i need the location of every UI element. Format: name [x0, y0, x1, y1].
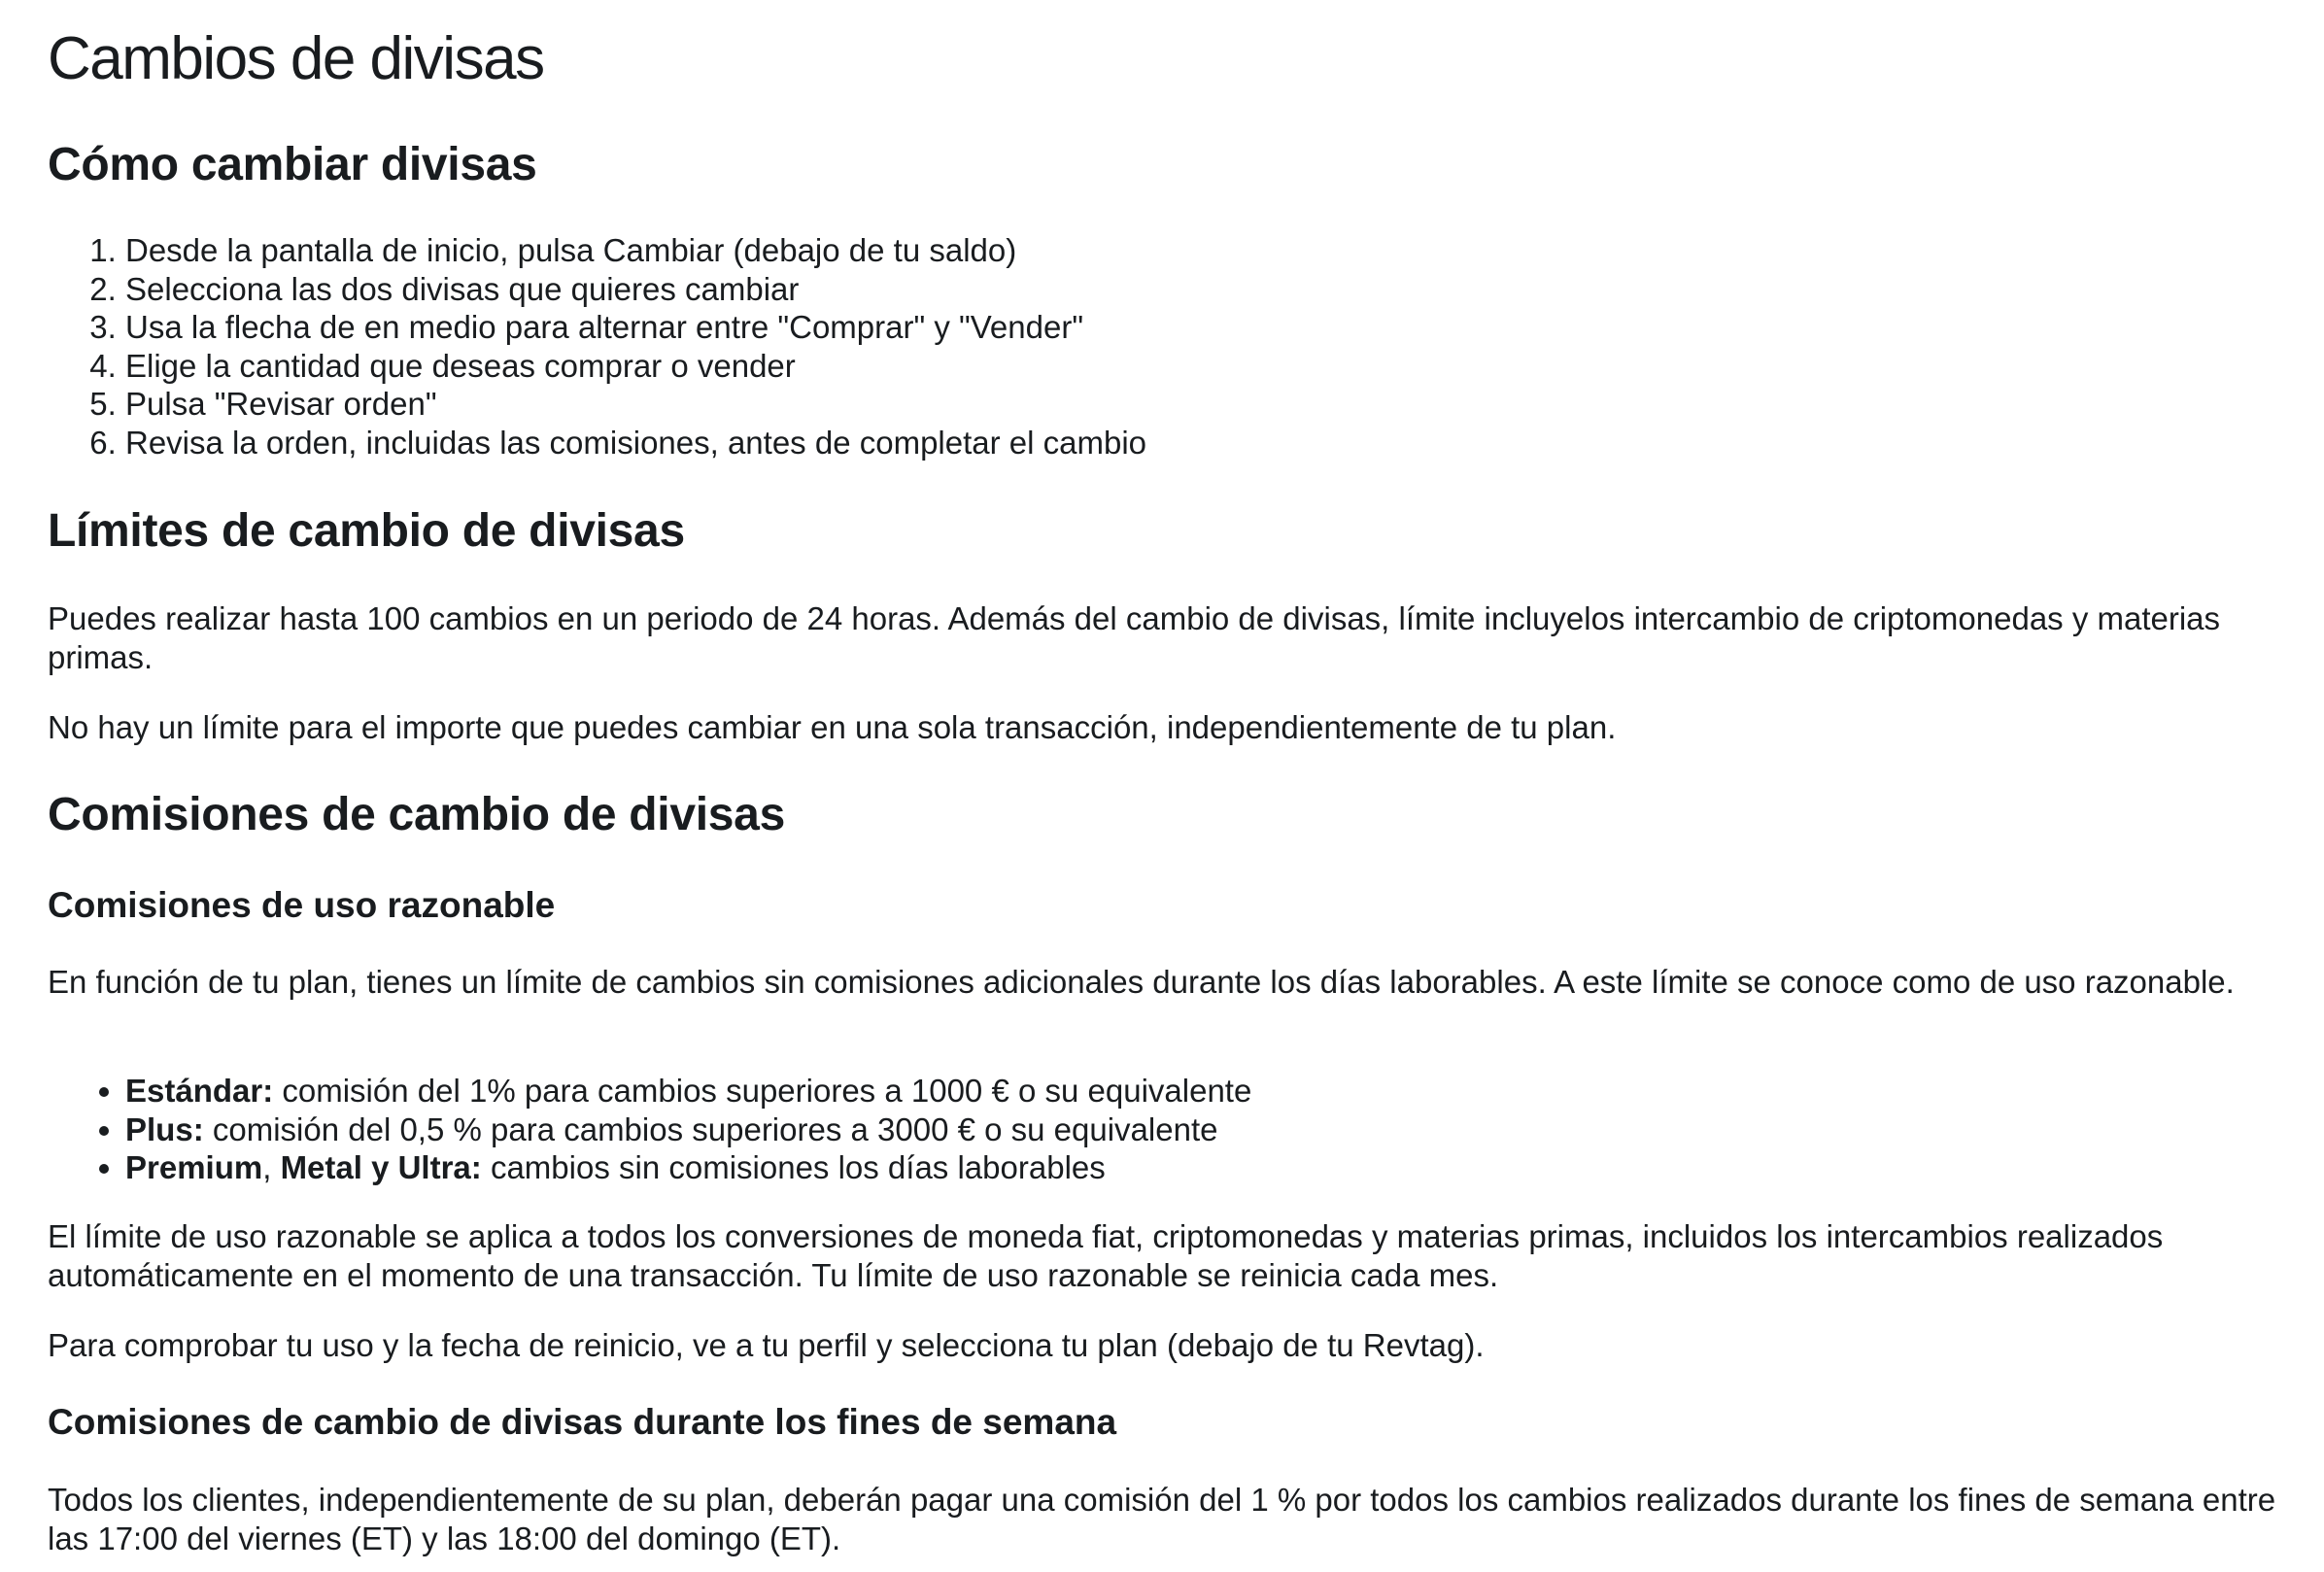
- plan-fee-text: comisión del 1% para cambios superiores a 1000 € o su equivalente: [273, 1073, 1252, 1109]
- plan-name: Plus:: [125, 1111, 204, 1147]
- plan-name: Premium: [125, 1149, 263, 1185]
- list-item: [125, 1148, 1251, 1187]
- fair-use-intro: En función de tu plan, tienes un límite de cambios sin comisiones adicionales durante los días laborables. A este límite se conoce como de uso razonable.: [48, 964, 2235, 1000]
- plan-fee-text: comisión del 0,5 % para cambios superiores a 3000 € o su equivalente: [203, 1111, 1218, 1147]
- plan-fee-list: [48, 1072, 1251, 1187]
- list-item: 3. Usa la flecha de en medio para alternar entre "Comprar" y "Vender": [125, 308, 1146, 347]
- section-heading-how: Cómo cambiar divisas: [48, 139, 537, 190]
- list-item: 1. Desde la pantalla de inicio, pulsa Cambiar (debajo de tu saldo): [125, 231, 1146, 270]
- plan-fee-text: cambios sin comisiones los días laborables: [481, 1149, 1106, 1185]
- subsection-heading-weekend: Comisiones de cambio de divisas durante los fines de semana: [48, 1402, 1117, 1442]
- list-item: 4. Elige la cantidad que deseas comprar o vender: [125, 347, 1146, 386]
- list-item: 2. Selecciona las dos divisas que quieres cambiar: [125, 270, 1146, 309]
- page-title: Cambios de divisas: [48, 25, 544, 92]
- fair-use-applies-paragraph: El límite de uso razonable se aplica a todos los conversiones de moneda fiat, criptomonedas y materias primas, incluidos los intercambios realizados automáticamente en el momento de una transacción. Tu límite de uso razonable se reinicia cada mes.: [48, 1218, 2164, 1293]
- limits-paragraph: Puedes realizar hasta 100 cambios en un periodo de 24 horas. Además del cambio de divisas, límite incluyelos intercambio de criptomonedas y materias primas.: [48, 600, 2221, 675]
- subsection-heading-fair-use: Comisiones de uso razonable: [48, 885, 556, 925]
- list-item: 5. Pulsa "Revisar orden": [125, 385, 1146, 424]
- list-item: 6. Revisa la orden, incluidas las comisiones, antes de completar el cambio: [125, 424, 1146, 462]
- list-item: [125, 1111, 1251, 1149]
- section-heading-limits: Límites de cambio de divisas: [48, 505, 685, 557]
- section-heading-fees: Comisiones de cambio de divisas: [48, 789, 785, 840]
- plan-name: Metal y Ultra:: [280, 1149, 482, 1185]
- plan-separator: ,: [262, 1149, 281, 1185]
- plan-name: Estándar:: [125, 1073, 274, 1109]
- weekend-paragraph: Todos los clientes, independientemente de su plan, deberán pagar una comisión del 1 % por todos los cambios realizados durante los fines de semana entre las 17:00 del viernes (ET) y las 18:00 del domingo (ET).: [48, 1482, 2276, 1556]
- steps-list: [48, 231, 1146, 461]
- list-item: [125, 1072, 1251, 1111]
- limits-paragraph: No hay un límite para el importe que puedes cambiar en una sola transacción, independientemente de tu plan.: [48, 709, 1617, 745]
- fair-use-check-paragraph: Para comprobar tu uso y la fecha de reinicio, ve a tu perfil y selecciona tu plan (debajo de tu Revtag).: [48, 1327, 1485, 1363]
